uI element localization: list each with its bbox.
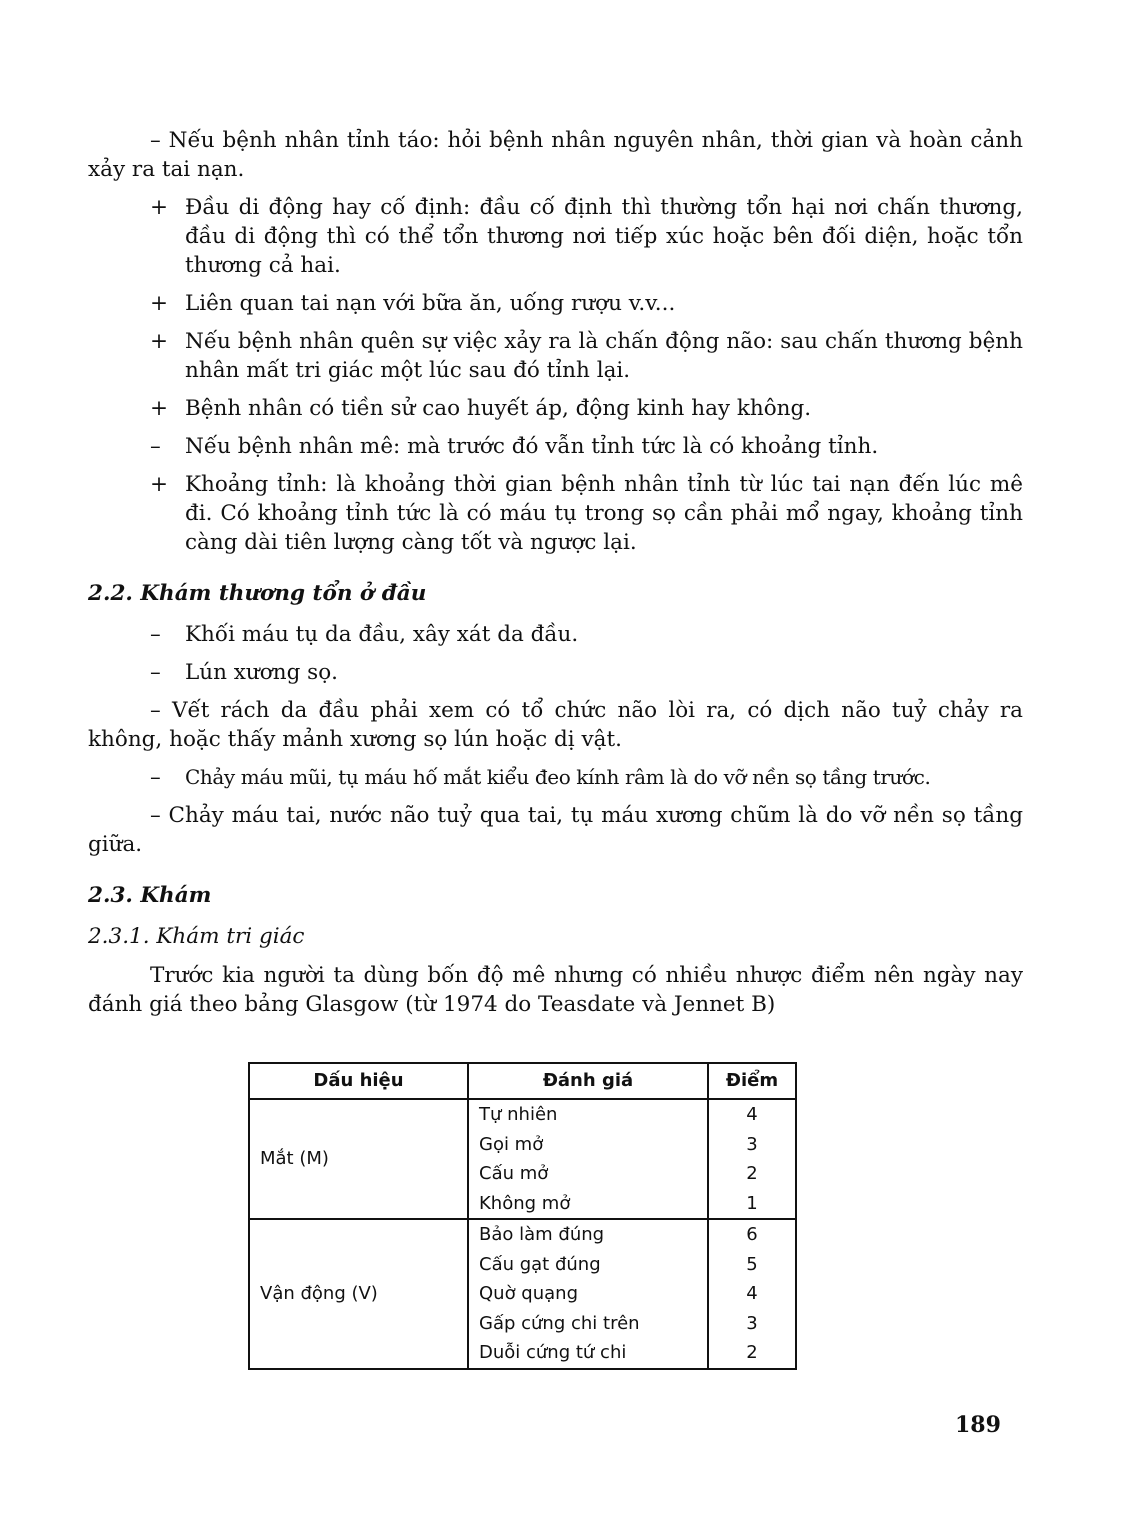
assessment-item: Tự nhiên xyxy=(479,1104,558,1125)
assessment-cell xyxy=(468,1099,708,1219)
paragraph: – Chảy máu tai, nước não tuỷ qua tai, tụ máu xương chũm là do vỡ nền sọ tầng giữa. xyxy=(88,803,1023,857)
paragraph: – Nếu bệnh nhân tỉnh táo: hỏi bệnh nhân nguyên nhân, thời gian và hoàn cảnh xảy ra tai nạn. xyxy=(88,128,1023,182)
section-heading: 2.2. Khám thương tổn ở đầu xyxy=(88,581,427,606)
assessment-item: Cấu mở xyxy=(479,1163,549,1184)
score-item: 6 xyxy=(746,1224,758,1245)
list-item-text: Bệnh nhân có tiền sử cao huyết áp, động kinh hay không. xyxy=(185,396,812,421)
list-item-text: Khoảng tỉnh: là khoảng thời gian bệnh nhân tỉnh từ lúc tai nạn đến lúc mê đi. Có khoảng tỉnh tức là có máu tụ trong sọ cần phải mổ ngay, khoảng tỉnh càng dài tiên lượng càng tốt và ngược lại. xyxy=(185,472,1023,555)
assessment-item: Cấu gạt đúng xyxy=(479,1253,601,1275)
score-cell xyxy=(708,1219,796,1369)
table-row xyxy=(249,1219,796,1369)
list-item-text: Nếu bệnh nhân quên sự việc xảy ra là chấn động não: sau chấn thương bệnh nhân mất tri giác một lúc sau đó tỉnh lại. xyxy=(185,329,1023,383)
assessment-item: Quờ quạng xyxy=(479,1283,579,1304)
sign-cell: Vận động (V) xyxy=(249,1219,468,1369)
list-mark: + xyxy=(150,291,169,316)
sign-cell: Mắt (M) xyxy=(249,1099,468,1219)
list-item-text: Liên quan tai nạn với bữa ăn, uống rượu v.v... xyxy=(185,291,676,316)
list-mark: – xyxy=(150,434,161,459)
glasgow-table-wrapper xyxy=(248,1062,797,1370)
list-item xyxy=(150,470,1023,557)
table-header-cell: Dấu hiệu xyxy=(249,1063,468,1099)
assessment-cell xyxy=(468,1219,708,1369)
list-item-text: Lún xương sọ. xyxy=(185,660,338,685)
list-item-text: Đầu di động hay cố định: đầu cố định thì thường tổn hại nơi chấn thương, đầu di động thì có thể tổn thương nơi tiếp xúc hoặc bên đối diện, hoặc tổn thương cả hai. xyxy=(185,195,1023,278)
list-item xyxy=(150,432,1023,461)
table-header-row xyxy=(249,1063,796,1099)
assessment-item: Không mở xyxy=(479,1192,571,1214)
table-header-cell: Đánh giá xyxy=(468,1063,708,1099)
list-mark: – xyxy=(150,622,161,647)
list-item xyxy=(150,658,1023,687)
list-item-text: Khối máu tụ da đầu, xây xát da đầu. xyxy=(185,622,579,647)
assessment-item: Gọi mở xyxy=(479,1133,544,1155)
page-number: 189 xyxy=(955,1412,1001,1438)
list-mark: – xyxy=(150,765,161,790)
score-item: 2 xyxy=(746,1163,758,1184)
score-item: 3 xyxy=(746,1312,758,1334)
assessment-item: Gấp cứng chi trên xyxy=(479,1312,640,1334)
list-item xyxy=(150,289,1023,318)
score-item: 4 xyxy=(746,1283,758,1304)
score-item: 1 xyxy=(746,1192,758,1214)
list-item-text: Nếu bệnh nhân mê: mà trước đó vẫn tỉnh tức là có khoảng tỉnh. xyxy=(185,434,879,459)
section-heading: 2.3. Khám xyxy=(88,883,212,908)
list-mark: + xyxy=(150,472,169,497)
score-cell xyxy=(708,1099,796,1219)
list-mark: + xyxy=(150,195,169,220)
table-row xyxy=(249,1099,796,1219)
table-header-cell: Điểm xyxy=(708,1063,796,1099)
list-item xyxy=(150,327,1023,385)
score-item: 2 xyxy=(746,1342,758,1363)
score-item: 4 xyxy=(746,1104,758,1125)
list-item xyxy=(150,620,1023,649)
assessment-item: Bảo làm đúng xyxy=(479,1224,605,1245)
list-item xyxy=(150,394,1023,423)
paragraph: – Vết rách da đầu phải xem có tổ chức não lòi ra, có dịch não tuỷ chảy ra không, hoặc thấy mảnh xương sọ lún hoặc dị vật. xyxy=(88,698,1023,752)
subsection-heading: 2.3.1. Khám tri giác xyxy=(88,924,305,949)
page-content xyxy=(88,126,1023,1028)
list-item xyxy=(150,193,1023,280)
assessment-item: Duỗi cứng tứ chi xyxy=(479,1342,627,1363)
list-item xyxy=(150,763,1023,792)
score-item: 3 xyxy=(746,1133,758,1155)
list-mark: + xyxy=(150,396,169,421)
glasgow-table xyxy=(248,1062,797,1370)
list-group-history xyxy=(88,193,1023,557)
list-item-text: Chảy máu mũi, tụ máu hố mắt kiểu đeo kính râm là do vỡ nền sọ tầng trước. xyxy=(185,765,931,789)
score-item: 5 xyxy=(746,1253,758,1275)
paragraph: Trước kia người ta dùng bốn độ mê nhưng có nhiều nhược điểm nên ngày nay đánh giá theo bảng Glasgow (từ 1974 do Teasdate và Jennet B) xyxy=(88,963,1023,1017)
list-mark: + xyxy=(150,329,169,354)
list-mark: – xyxy=(150,660,161,685)
